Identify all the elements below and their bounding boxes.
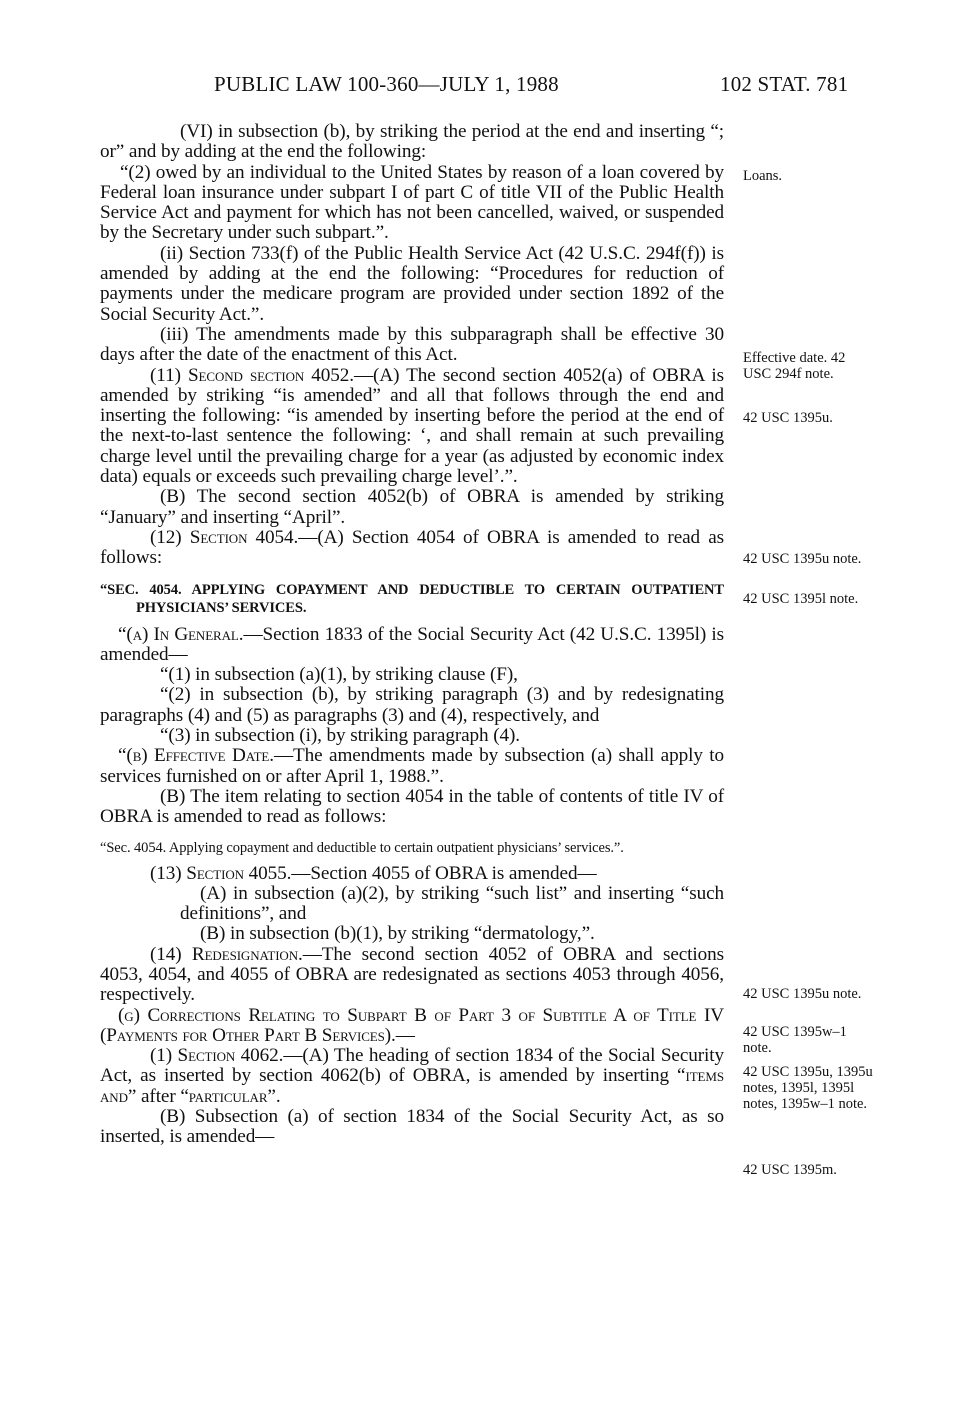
paragraph-heading: (g) Corrections Relating to Subpart B of Part 3 of Subtitle A of Title IV (Payments for Other Part B Services). <box>100 1004 724 1046</box>
paragraph <box>100 945 724 1006</box>
paragraph-text: —The amendments made by subsection (a) shall apply to services furnished on or after April 1, 1988.”. <box>100 745 724 787</box>
paragraph-text: — <box>395 1024 415 1046</box>
paragraph-text: —The second section 4052 of OBRA and sections 4053, 4054, and 4055 of OBRA are redesignated as sections 4053 through 4056, respectively. <box>100 943 725 1006</box>
margin-note: 42 USC 1395w–1 note. <box>743 1024 847 1056</box>
paragraph-heading: “(b) Effective Date. <box>118 745 274 767</box>
paragraph-text: —(A) The second section 4052(a) of OBRA is amended by striking “is amended” and all that follows through the end and inserting the following: “is amended by inserting before the period at the end of the next-to-last sentence the following: ‘, and shall remain at such prevailing charge level until the prevailing charge for a year (as adjusted by economic index data) equals or exceeds such prevailing charge level’.”. <box>100 364 724 488</box>
paragraph-heading: (11) Second section 4052. <box>150 364 354 386</box>
margin-note: 42 USC 1395l note. <box>743 591 859 607</box>
paragraph <box>100 864 724 884</box>
paragraph-text: —Section 1833 of the Social Security Act (42 U.S.C. 1395l) is amended— <box>100 623 724 665</box>
margin-note: 42 USC 1395u note. <box>743 551 862 567</box>
paragraph-text: ”. <box>267 1085 281 1107</box>
paragraph: “(3) in subsection (i), by striking paragraph (4). <box>160 725 520 747</box>
paragraph: (B) in subsection (b)(1), by striking “dermatology,”. <box>200 923 595 945</box>
paragraph: “(2) owed by an individual to the United States by reason of a loan covered by Federal loan insurance under subpart I of part C of title VII of the Public Health Service Act and payment for which has not been cancelled, waived, or suspended by the Secretary under such subpart.”. <box>100 161 724 244</box>
paragraph: (ii) Section 733(f) of the Public Health Service Act (42 U.S.C. 294f(f)) is amended by adding at the end the following: “Procedures for reduction of payments under the medicare program are provided under section 1892 of the Social Security Act.”. <box>100 242 724 325</box>
paragraph: “(2) in subsection (b), by striking paragraph (3) and by redesignating paragraphs (4) and (5) as paragraphs (3) and (4), respectively, and <box>100 684 724 726</box>
paragraph: (B) The second section 4052(b) of OBRA is amended by striking “January” and inserting “April”. <box>100 486 724 528</box>
page-header-title: PUBLIC LAW 100-360—JULY 1, 1988 <box>214 72 559 96</box>
paragraph <box>100 625 724 666</box>
paragraph-text-smallcaps: particular <box>188 1085 268 1107</box>
paragraph-heading: “(a) In General. <box>118 623 244 645</box>
page-header-stat: 102 STAT. 781 <box>720 72 849 96</box>
paragraph-text: —Section 4055 of OBRA is amended— <box>291 862 597 884</box>
margin-note: 42 USC 1395u note. <box>743 986 862 1002</box>
paragraph: (iii) The amendments made by this subparagraph shall be effective 30 days after the date of the enactment of this Act. <box>100 323 724 366</box>
statute-text <box>100 122 724 1148</box>
paragraph-heading: (13) Section 4055. <box>150 862 292 884</box>
margin-note: 42 USC 1395m. <box>743 1162 837 1178</box>
section-heading: “SEC. 4054. APPLYING COPAYMENT AND DEDUCTIBLE TO CERTAIN OUTPATIENT PHYSICIANS’ SERVICES. <box>100 581 724 616</box>
margin-note: Effective date. 42 USC 294f note. <box>743 350 846 382</box>
table-of-contents-item: “Sec. 4054. Applying copayment and deductible to certain outpatient physicians’ services.”. <box>100 839 624 856</box>
paragraph: (VI) in subsection (b), by striking the period at the end and inserting “; or” and by adding at the end the following: <box>100 121 724 163</box>
paragraph-text: ” after “ <box>127 1085 189 1107</box>
paragraph <box>100 1006 724 1047</box>
margin-note: Loans. <box>743 168 783 184</box>
paragraph-heading: (1) Section 4062. <box>150 1045 284 1067</box>
page-header <box>0 72 968 102</box>
paragraph-heading: (14) Redesignation. <box>150 943 303 965</box>
paragraph-text-smallcaps: items and <box>100 1065 724 1107</box>
paragraph-heading: (12) Section 4054. <box>150 526 299 548</box>
paragraph: (B) The item relating to section 4054 in the table of contents of title IV of OBRA is amended to read as follows: <box>100 785 724 828</box>
paragraph <box>100 1046 724 1107</box>
paragraph-text: —(A) Section 4054 of OBRA is amended to read as follows: <box>100 526 725 569</box>
margin-note: 42 USC 1395u, 1395u notes, 1395l, 1395l notes, 1395w–1 note. <box>743 1064 873 1112</box>
paragraph: “(1) in subsection (a)(1), by striking clause (F), <box>160 664 518 686</box>
margin-note: 42 USC 1395u. <box>743 410 833 426</box>
paragraph <box>100 366 724 488</box>
paragraph: (A) in subsection (a)(2), by striking “such list” and inserting “such definitions”, and <box>180 882 724 925</box>
paragraph <box>100 528 724 569</box>
paragraph-text: —(A) The heading of section 1834 of the Social Security Act, as inserted by section 4062(b) of OBRA, is amended by inserting “ <box>100 1045 724 1087</box>
paragraph: (B) Subsection (a) of section 1834 of the Social Security Act, as so inserted, is amended— <box>100 1106 724 1148</box>
paragraph <box>100 746 724 787</box>
